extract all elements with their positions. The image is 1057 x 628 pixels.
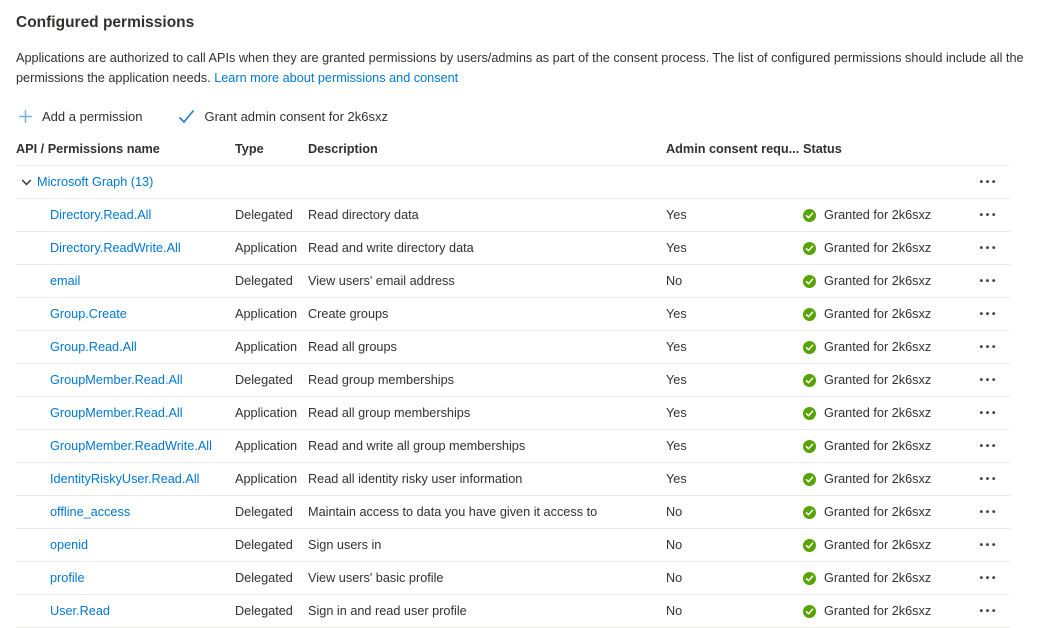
status-text: Granted for 2k6sxz: [824, 373, 932, 387]
check-circle-icon: [803, 341, 816, 354]
more-options-icon: •••: [979, 374, 998, 387]
permission-description: View users' email address: [308, 274, 455, 288]
permission-name-link[interactable]: Group.Create: [50, 307, 127, 321]
check-circle-icon: [803, 473, 816, 486]
permission-rows: [16, 199, 1010, 628]
api-group-link[interactable]: Microsoft Graph (13): [37, 175, 154, 189]
permission-description: View users' basic profile: [308, 571, 444, 585]
permission-name-link[interactable]: GroupMember.Read.All: [50, 373, 183, 387]
more-options-button[interactable]: [975, 175, 1002, 190]
permission-row: [16, 298, 1010, 331]
check-circle-icon: [803, 242, 816, 255]
more-options-icon: •••: [979, 572, 998, 585]
api-group-row: [16, 166, 1010, 199]
status-text: Granted for 2k6sxz: [824, 538, 932, 552]
permission-status: [803, 340, 973, 354]
permission-status: [803, 505, 973, 519]
more-options-icon: •••: [979, 275, 998, 288]
check-circle-icon: [803, 209, 816, 222]
permission-status: [803, 406, 973, 420]
permission-type: Delegated: [235, 538, 293, 552]
more-options-button[interactable]: [975, 538, 1002, 553]
more-options-button[interactable]: [975, 340, 1002, 355]
permission-status: [803, 307, 973, 321]
check-circle-icon: [803, 407, 816, 420]
permission-name-link[interactable]: Directory.ReadWrite.All: [50, 241, 181, 255]
more-options-button[interactable]: [975, 373, 1002, 388]
permission-row: [16, 595, 1010, 628]
permission-type: Delegated: [235, 505, 293, 519]
permission-row: [16, 529, 1010, 562]
chevron-down-icon[interactable]: [21, 177, 32, 188]
permission-status: [803, 274, 973, 288]
permission-name-link[interactable]: Directory.Read.All: [50, 208, 152, 222]
status-text: Granted for 2k6sxz: [824, 571, 932, 585]
permission-type: Delegated: [235, 604, 293, 618]
permission-type: Application: [235, 439, 298, 453]
more-options-icon: •••: [979, 605, 998, 618]
admin-consent-required-value: No: [666, 538, 683, 552]
permission-type: Delegated: [235, 208, 293, 222]
column-header-status: Status: [803, 142, 842, 156]
more-options-icon: •••: [979, 341, 998, 354]
admin-consent-required-value: No: [666, 571, 683, 585]
grant-admin-consent-button[interactable]: [178, 109, 388, 124]
admin-consent-required-value: No: [666, 505, 683, 519]
admin-consent-required-value: Yes: [666, 373, 687, 387]
permission-type: Delegated: [235, 571, 293, 585]
permission-row: [16, 496, 1010, 529]
permission-status: [803, 472, 973, 486]
more-options-icon: •••: [979, 473, 998, 486]
admin-consent-required-value: Yes: [666, 439, 687, 453]
permission-row: [16, 463, 1010, 496]
check-circle-icon: [803, 275, 816, 288]
permission-name-link[interactable]: GroupMember.ReadWrite.All: [50, 439, 212, 453]
description-text: Applications are authorized to call APIs when they are granted permissions by users/admins as part of the consent process. The list of configured permissions should include all the permissions the application needs.: [16, 51, 1024, 85]
more-options-button[interactable]: [975, 406, 1002, 421]
admin-consent-required-value: No: [666, 274, 683, 288]
more-options-button[interactable]: [975, 571, 1002, 586]
permission-type: Application: [235, 406, 298, 420]
permission-description: Read and write all group memberships: [308, 439, 526, 453]
more-options-button[interactable]: [975, 274, 1002, 289]
check-circle-icon: [803, 539, 816, 552]
permission-name-link[interactable]: IdentityRiskyUser.Read.All: [50, 472, 200, 486]
status-text: Granted for 2k6sxz: [824, 208, 932, 222]
permission-description: Read all group memberships: [308, 406, 471, 420]
permission-description: Read directory data: [308, 208, 419, 222]
permissions-table: [16, 137, 1010, 628]
permission-row: [16, 430, 1010, 463]
check-circle-icon: [803, 440, 816, 453]
more-options-icon: •••: [979, 209, 998, 222]
learn-more-link[interactable]: Learn more about permissions and consent: [214, 71, 459, 85]
column-header-description: Description: [308, 142, 378, 156]
permission-row: [16, 199, 1010, 232]
permission-name-link[interactable]: openid: [50, 538, 89, 552]
admin-consent-required-value: Yes: [666, 307, 687, 321]
plus-icon: [18, 109, 33, 124]
permission-description: Read all groups: [308, 340, 397, 354]
table-header-row: [16, 137, 1010, 166]
more-options-button[interactable]: [975, 505, 1002, 520]
check-circle-icon: [803, 374, 816, 387]
more-options-icon: •••: [979, 506, 998, 519]
more-options-button[interactable]: [975, 307, 1002, 322]
permission-row: [16, 265, 1010, 298]
status-text: Granted for 2k6sxz: [824, 472, 932, 486]
column-header-admin-consent-required: Admin consent requ...: [666, 142, 800, 156]
admin-consent-required-value: Yes: [666, 472, 687, 486]
permission-description: Maintain access to data you have given it access to: [308, 505, 598, 519]
check-circle-icon: [803, 506, 816, 519]
status-text: Granted for 2k6sxz: [824, 439, 932, 453]
check-circle-icon: [803, 308, 816, 321]
permission-name-link[interactable]: Group.Read.All: [50, 340, 137, 354]
check-circle-icon: [803, 605, 816, 618]
permission-row: [16, 331, 1010, 364]
more-options-button[interactable]: [975, 472, 1002, 487]
column-header-api-permissions-name: API / Permissions name: [16, 142, 160, 156]
permission-description: Read and write directory data: [308, 241, 474, 255]
status-text: Granted for 2k6sxz: [824, 505, 932, 519]
permission-row: [16, 562, 1010, 595]
permission-type: Application: [235, 472, 298, 486]
more-options-icon: •••: [979, 440, 998, 453]
status-text: Granted for 2k6sxz: [824, 307, 932, 321]
permission-status: [803, 208, 973, 222]
status-text: Granted for 2k6sxz: [824, 406, 932, 420]
permission-description: Read all identity risky user information: [308, 472, 523, 486]
permission-row: [16, 364, 1010, 397]
more-options-icon: •••: [979, 242, 998, 255]
permission-status: [803, 373, 973, 387]
status-text: Granted for 2k6sxz: [824, 241, 932, 255]
permission-status: [803, 604, 973, 618]
permission-type: Application: [235, 241, 298, 255]
more-options-button[interactable]: [975, 439, 1002, 454]
status-text: Granted for 2k6sxz: [824, 340, 932, 354]
permission-description: Sign users in: [308, 538, 382, 552]
more-options-icon: •••: [979, 539, 998, 552]
permission-status: [803, 439, 973, 453]
permission-name-link[interactable]: User.Read: [50, 604, 110, 618]
status-text: Granted for 2k6sxz: [824, 604, 932, 618]
admin-consent-required-value: Yes: [666, 340, 687, 354]
permission-name-link[interactable]: profile: [50, 571, 85, 585]
check-icon: [178, 109, 195, 124]
permission-status: [803, 571, 973, 585]
permission-name-link[interactable]: offline_access: [50, 505, 131, 519]
more-options-icon: •••: [979, 176, 998, 189]
page-description: [16, 48, 1028, 88]
grant-admin-consent-label: Grant admin consent for 2k6sxz: [204, 108, 388, 124]
admin-consent-required-value: Yes: [666, 208, 687, 222]
permission-name-link[interactable]: email: [50, 274, 81, 288]
more-options-button[interactable]: [975, 241, 1002, 256]
permission-status: [803, 241, 973, 255]
permission-description: Read group memberships: [308, 373, 454, 387]
more-options-button[interactable]: [975, 208, 1002, 223]
toolbar: [18, 103, 1057, 129]
check-circle-icon: [803, 572, 816, 585]
more-options-icon: •••: [979, 407, 998, 420]
permission-description: Create groups: [308, 307, 389, 321]
permission-type: Delegated: [235, 274, 293, 288]
admin-consent-required-value: No: [666, 604, 683, 618]
permission-type: Application: [235, 340, 298, 354]
admin-consent-required-value: Yes: [666, 406, 687, 420]
permission-type: Delegated: [235, 373, 293, 387]
more-options-icon: •••: [979, 308, 998, 321]
permission-row: [16, 397, 1010, 430]
add-permission-label: Add a permission: [42, 108, 143, 124]
admin-consent-required-value: Yes: [666, 241, 687, 255]
more-options-button[interactable]: [975, 604, 1002, 619]
page-title: Configured permissions: [16, 14, 195, 31]
permission-type: Application: [235, 307, 298, 321]
permission-name-link[interactable]: GroupMember.Read.All: [50, 406, 183, 420]
add-permission-button[interactable]: [18, 109, 142, 124]
column-header-type: Type: [235, 142, 264, 156]
status-text: Granted for 2k6sxz: [824, 274, 932, 288]
permission-description: Sign in and read user profile: [308, 604, 467, 618]
permission-status: [803, 538, 973, 552]
permission-row: [16, 232, 1010, 265]
